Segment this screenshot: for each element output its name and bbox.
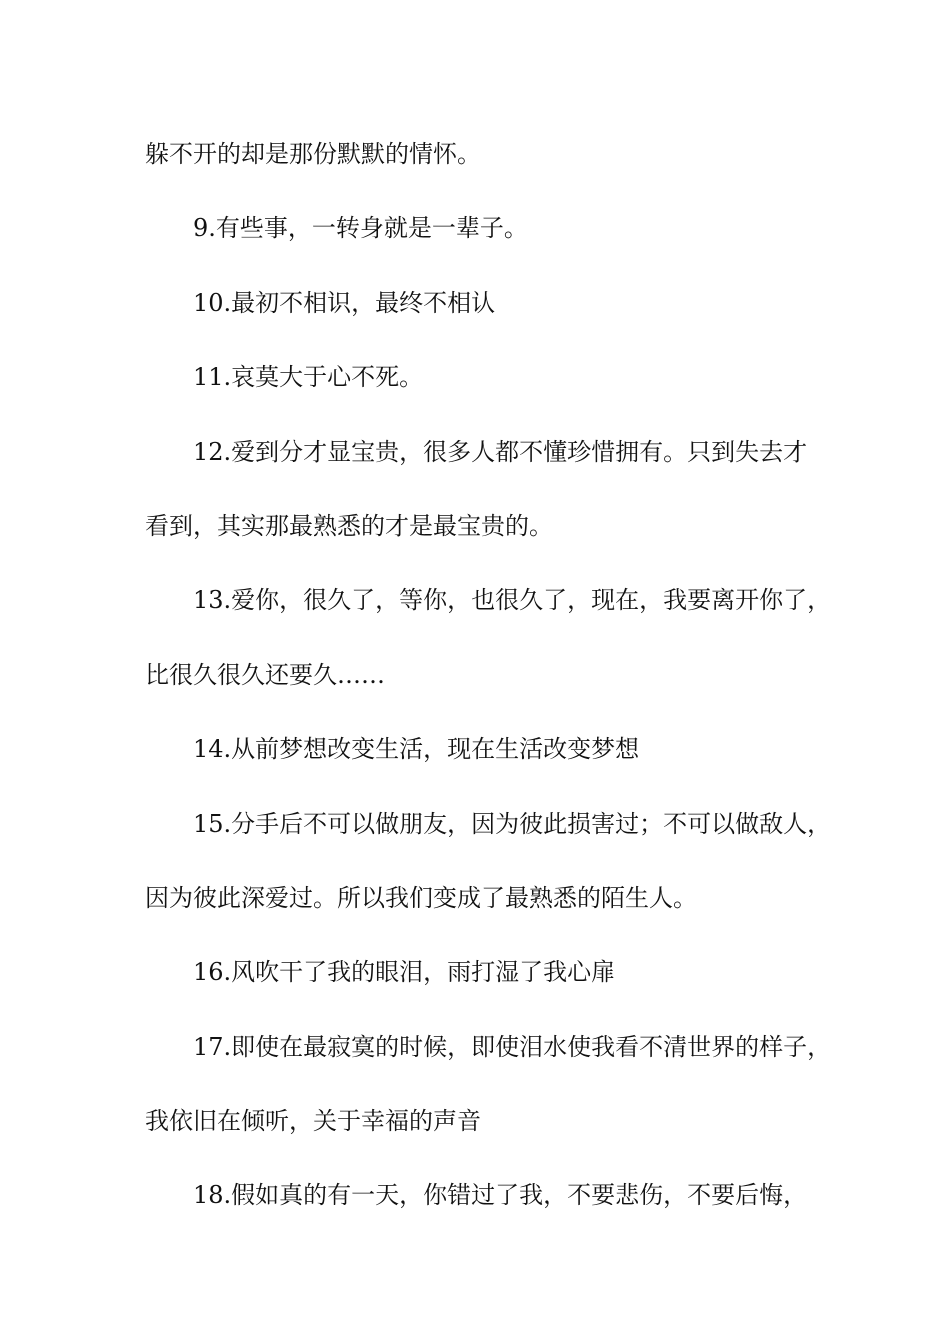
text-line: 我依旧在倾听，关于幸福的声音 bbox=[145, 1107, 481, 1136]
text-line: 9.有些事，一转身就是一辈子。 bbox=[193, 214, 528, 243]
text-line: 18.假如真的有一天，你错过了我，不要悲伤，不要后悔， bbox=[193, 1181, 808, 1210]
text-line: 13.爱你，很久了，等你，也很久了，现在，我要离开你了， bbox=[193, 586, 832, 615]
text-line: 看到，其实那最熟悉的才是最宝贵的。 bbox=[145, 511, 553, 540]
text-line: 10.最初不相识，最终不相认 bbox=[193, 288, 496, 317]
text-line: 因为彼此深爱过。所以我们变成了最熟悉的陌生人。 bbox=[145, 883, 697, 912]
text-line: 12.爱到分才显宝贵，很多人都不懂珍惜拥有。只到失去才 bbox=[193, 437, 808, 466]
text-line: 11.哀莫大于心不死。 bbox=[193, 363, 424, 392]
text-line: 14.从前梦想改变生活，现在生活改变梦想 bbox=[193, 735, 640, 764]
text-line: 16.风吹干了我的眼泪，雨打湿了我心扉 bbox=[193, 958, 616, 987]
text-line: 17.即使在最寂寞的时候，即使泪水使我看不清世界的样子， bbox=[193, 1032, 832, 1061]
document-body bbox=[145, 130, 832, 1246]
text-line: 比很久很久还要久…… bbox=[145, 660, 385, 689]
text-line: 15.分手后不可以做朋友，因为彼此损害过；不可以做敌人， bbox=[193, 809, 832, 838]
text-line: 躲不开的却是那份默默的情怀。 bbox=[145, 140, 481, 168]
